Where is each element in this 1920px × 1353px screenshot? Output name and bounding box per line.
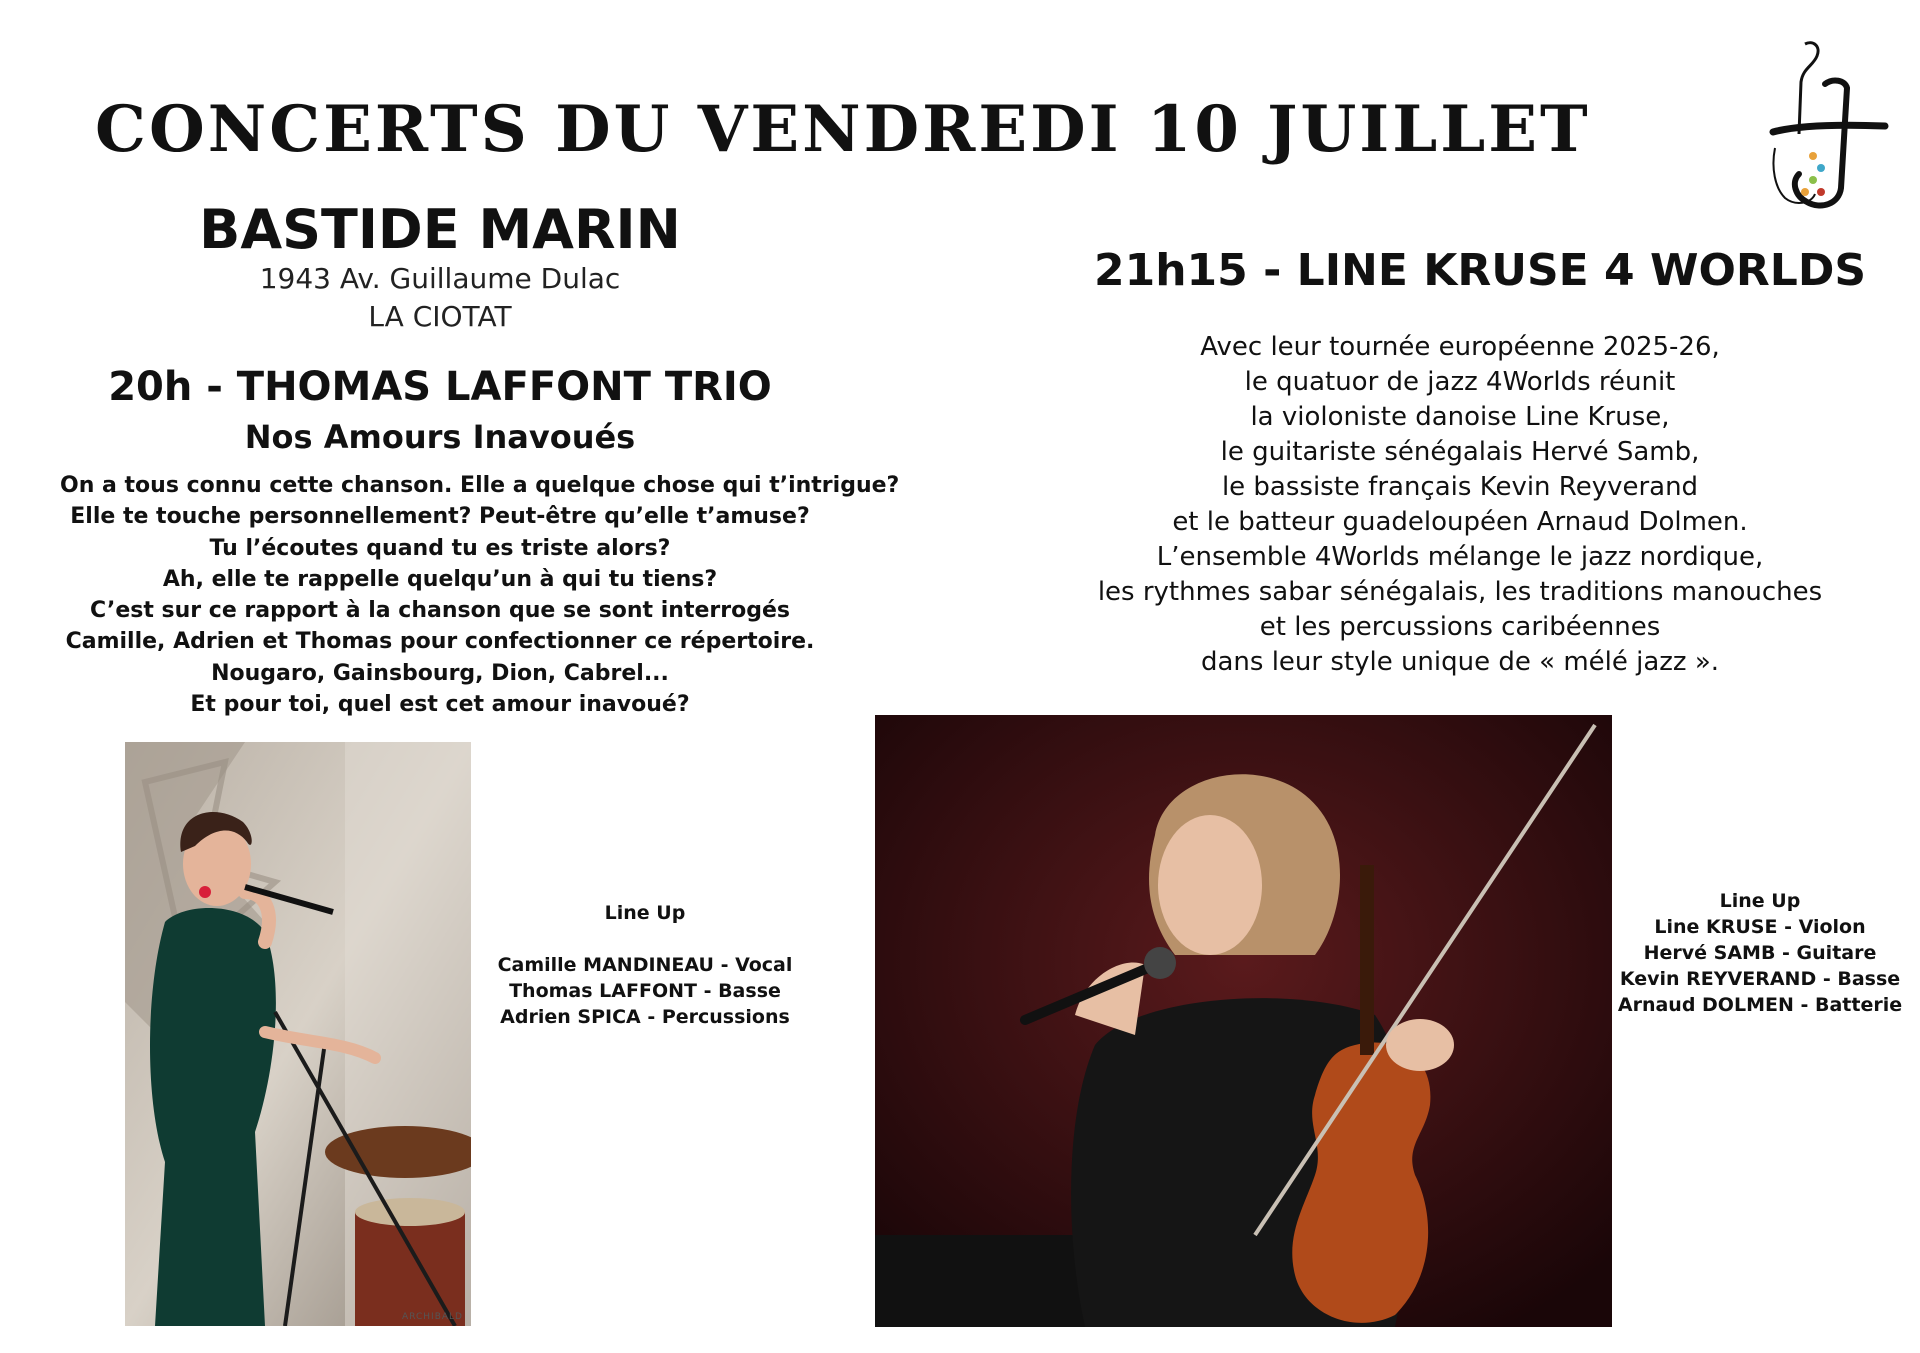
lineup-member: Line KRUSE - Violon: [1654, 916, 1866, 938]
lineup-member: Adrien SPICA - Percussions: [500, 1006, 790, 1028]
venue-city: LA CIOTAT: [368, 300, 512, 333]
saxophone-clef-logo-icon: [1755, 38, 1895, 218]
lineup-member: Hervé SAMB - Guitare: [1643, 942, 1877, 964]
description-line: le bassiste français Kevin Reyverand: [1221, 472, 1699, 502]
description-line: Nougaro, Gainsbourg, Dion, Cabrel...: [211, 660, 669, 686]
description-line: On a tous connu cette chanson. Elle a quelque chose qui t’intrigue?: [60, 473, 900, 498]
lineup-member: Thomas LAFFONT - Basse: [509, 980, 781, 1002]
description-line: Ah, elle te rappelle quelqu’un à qui tu tiens?: [162, 566, 718, 592]
concert1-subtitle: Nos Amours Inavoués: [244, 418, 636, 456]
venue-name: BASTIDE MARIN: [199, 198, 681, 261]
concert2-lineup: [1600, 888, 1920, 1018]
concert2-title: 21h15 - LINE KRUSE 4 WORLDS: [1093, 245, 1867, 296]
singer-photo: [125, 742, 471, 1326]
description-line: le guitariste sénégalais Hervé Samb,: [1220, 437, 1700, 467]
lineup-heading: Line Up: [1719, 890, 1801, 912]
concert1-description: [60, 470, 900, 720]
concert2-description: [1060, 330, 1860, 680]
lineup-heading: Line Up: [604, 902, 686, 924]
description-line: Elle te touche personnellement? Peut-être qu’elle t’amuse?: [70, 504, 810, 530]
description-line: les rythmes sabar sénégalais, les traditions manouches: [1097, 577, 1823, 607]
description-line: le quatuor de jazz 4Worlds réunit: [1244, 367, 1676, 397]
description-line: et les percussions caribéennes: [1259, 612, 1661, 642]
photo-credit: ARCHIBALD: [402, 1312, 463, 1322]
description-line: la violoniste danoise Line Kruse,: [1250, 402, 1670, 432]
description-line: Et pour toi, quel est cet amour inavoué?: [190, 692, 690, 718]
lineup-member: Camille MANDINEAU - Vocal: [497, 954, 793, 976]
page-title: CONCERTS DU VENDREDI 10 JUILLET: [95, 92, 1591, 167]
description-line: C’est sur ce rapport à la chanson que se sont interrogés: [90, 598, 790, 624]
description-line: L’ensemble 4Worlds mélange le jazz nordique,: [1156, 542, 1764, 572]
description-line: et le batteur guadeloupéen Arnaud Dolmen.: [1172, 507, 1748, 537]
concert1-title: 20h - THOMAS LAFFONT TRIO: [108, 364, 772, 410]
violinist-photo: [875, 715, 1612, 1327]
lineup-member: Kevin REYVERAND - Basse: [1619, 968, 1901, 990]
description-line: dans leur style unique de « mélé jazz ».: [1200, 647, 1720, 677]
description-line: Tu l’écoutes quand tu es triste alors?: [209, 535, 671, 561]
description-line: Avec leur tournée européenne 2025-26,: [1200, 332, 1720, 362]
venue-address: 1943 Av. Guillaume Dulac: [259, 262, 621, 295]
concert1-lineup: [470, 900, 820, 1030]
description-line: Camille, Adrien et Thomas pour confectionner ce répertoire.: [65, 629, 815, 655]
lineup-member: Arnaud DOLMEN - Batterie: [1617, 994, 1903, 1016]
